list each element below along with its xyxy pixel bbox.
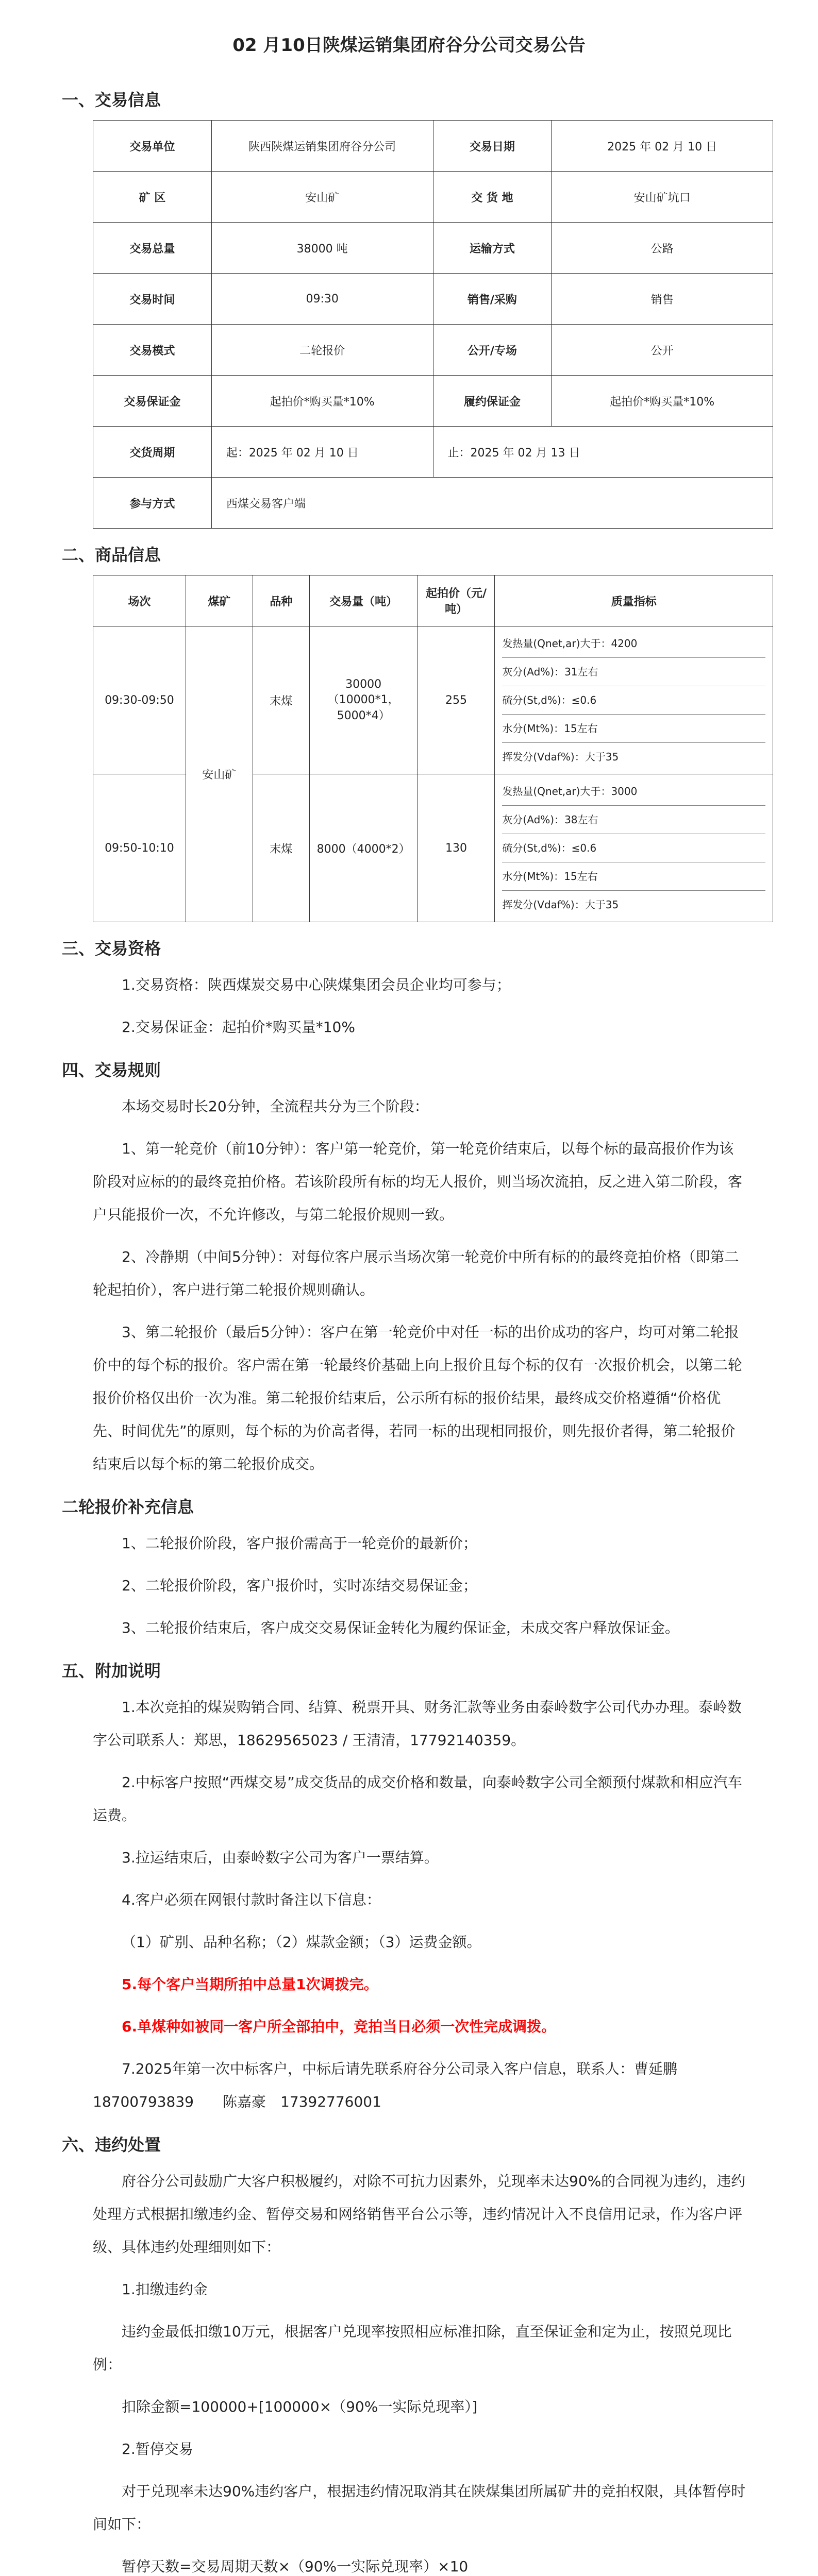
goods-volume: 8000（4000*2） [309,774,418,922]
sale-type-label: 销售/采购 [433,274,552,325]
paragraph: 3、二轮报价结束后，客户成交交易保证金转化为履约保证金，未成交客户释放保证金。 [122,1619,679,1636]
goods-table [93,575,773,922]
trade-date-label: 交易日期 [433,121,552,172]
goods-header-session: 场次 [93,575,186,626]
paragraph: 4.客户必须在网银付款时备注以下信息： [122,1891,381,1908]
paragraph: 7.2025年第一次中标客户，中标后请先联系府谷分公司录入客户信息，联系人：曹延鹏 18700793839 陈嘉豪 17392776001 [93,2060,706,2110]
quality-item: 发热量(Qnet,ar)大于：3000 [502,777,765,806]
second-round-text [93,1527,746,1645]
transport-label: 运输方式 [433,223,552,274]
goods-session: 09:50-10:10 [93,774,186,922]
section-breach: 六、违约处置 [62,2135,161,2155]
goods-kind: 末煤 [253,774,309,922]
section-second-round: 二轮报价补充信息 [62,1497,194,1517]
paragraph: 3、第二轮报价（最后5分钟）：客户在第一轮竞价中对任一标的出价成功的客户，均可对第二轮报价中的每个标的报价。客户需在第一轮最终价基础上向上报价且每个标的仅有一次报价机会，以第二轮报价价格仅出价一次为准。第二轮报价结束后，公示所有标的报价结果，最终成交价格遵循“价格优先、时间优先”的原则，每个标的为价高者得，若同一标的出现相同报价，则先报价者得，第二轮报价结束后以每个标的第二轮报价成交。 [93,1324,743,1472]
paragraph: 1、第一轮竞价（前10分钟）：客户第一轮竞价，第一轮竞价结束后，以每个标的最高报价作为该阶段对应标的的最终竞拍价格。若该阶段所有标的均无人报价，则当场次流拍，反之进入第二阶段，客户只能报价一次，不允许修改，与第二轮报价规则一致。 [93,1140,743,1223]
trade-time-label: 交易时间 [93,274,212,325]
quality-item: 挥发分(Vdaf%)：大于35 [502,751,619,763]
paragraph: 2.交易保证金：起拍价*购买量*10% [122,1019,355,1036]
delivery-place-label: 交 货 地 [433,172,552,223]
mine-value: 安山矿 [211,172,433,223]
paragraph: （1）矿别、品种名称；（2）煤款金额；（3）运费金额。 [122,1934,481,1951]
paragraph: 1、二轮报价阶段，客户报价需高于一轮竞价的最新价； [122,1535,477,1552]
delivery-place-value: 安山矿坑口 [552,172,773,223]
total-volume-value: 38000 吨 [211,223,433,274]
goods-row [93,626,773,774]
highlight-paragraph: 5.每个客户当期所拍中总量1次调拨完。 [122,1976,378,1993]
quality-item: 发热量(Qnet,ar)大于：4200 [502,630,765,658]
sub-heading: 2.暂停交易 [122,2441,193,2458]
goods-price: 130 [418,774,495,922]
perf-deposit-value: 起拍价*购买量*10% [552,376,773,427]
trade-date-value: 2025 年 02 月 10 日 [552,121,773,172]
join-method-label: 参与方式 [93,478,212,529]
goods-price: 255 [418,626,495,774]
goods-mine: 安山矿 [186,626,253,922]
section-goods-info: 二、商品信息 [62,545,161,565]
paragraph: 府谷分公司鼓励广大客户积极履约，对除不可抗力因素外，兑现率未达90%的合同视为违约，违约处理方式根据扣缴违约金、暂停交易和网络销售平台公示等，违约情况计入不良信用记录，作为客户评级、具体违约处理细则如下： [93,2173,746,2256]
delivery-period-end: 止：2025 年 02 月 13 日 [433,427,773,478]
mine-label: 矿 区 [93,172,212,223]
goods-kind: 末煤 [253,626,309,774]
highlight-paragraph: 6.单煤种如被同一客户所全部拍中，竞拍当日必须一次性完成调拨。 [122,2018,556,2035]
goods-header-kind: 品种 [253,575,309,626]
delivery-period-start: 起：2025 年 02 月 10 日 [211,427,433,478]
goods-header-quality: 质量指标 [495,575,773,626]
paragraph: 对于兑现率未达90%违约客户，根据违约情况取消其在陕煤集团所属矿井的竞拍权限，具体暂停时间如下： [93,2483,746,2533]
open-type-value: 公开 [552,325,773,376]
paragraph: 2.中标客户按照“西煤交易”成交货品的成交价格和数量，向泰岭数字公司全额预付煤款和相应汽车运费。 [93,1774,742,1824]
quality-item: 水分(Mt%)：15左右 [502,862,765,891]
goods-session: 09:30-09:50 [93,626,186,774]
total-volume-label: 交易总量 [93,223,212,274]
formula: 扣除金额=100000+[100000×（90%一实际兑现率）] [122,2398,478,2415]
section-trade-info: 一、交易信息 [62,90,161,110]
page-title: 02 月10日陕煤运销集团府谷分公司交易公告 [232,35,586,56]
paragraph: 2、二轮报价阶段，客户报价时，实时冻结交易保证金； [122,1577,477,1594]
goods-header-volume: 交易量（吨） [309,575,418,626]
paragraph: 1.本次竞拍的煤炭购销合同、结算、税票开具、财务汇款等业务由泰岭数字公司代办办理。泰岭数字公司联系人：郑思，18629565023 / 王清清，17792140359。 [93,1699,742,1749]
section-rules: 四、交易规则 [62,1060,161,1080]
open-type-label: 公开/专场 [433,325,552,376]
paragraph: 违约金最低扣缴10万元，根据客户兑现率按照相应标准扣除，直至保证金和定为止，按照兑现比例： [93,2323,732,2373]
join-method-value: 西煤交易客户端 [211,478,773,529]
sale-type-value: 销售 [552,274,773,325]
paragraph: 本场交易时长20分钟，全流程共分为三个阶段： [122,1098,429,1115]
trade-time-value: 09:30 [211,274,433,325]
quality-item: 硫分(St,d%)：≤0.6 [502,686,765,715]
trade-info-table [93,120,773,529]
quality-item: 水分(Mt%)：15左右 [502,715,765,743]
trade-unit-label: 交易单位 [93,121,212,172]
quality-item: 硫分(St,d%)：≤0.6 [502,834,765,862]
trade-deposit-label: 交易保证金 [93,376,212,427]
transport-value: 公路 [552,223,773,274]
trade-mode-value: 二轮报价 [211,325,433,376]
section-qualification: 三、交易资格 [62,939,161,958]
paragraph: 2、冷静期（中间5分钟）：对每位客户展示当场次第一轮竞价中所有标的的最终竞拍价格（即第二轮起拍价），客户进行第二轮报价规则确认。 [93,1248,739,1298]
rules-text [93,1090,746,1481]
quality-item: 挥发分(Vdaf%)：大于35 [502,899,619,911]
section-notes: 五、附加说明 [62,1661,161,1681]
paragraph: 3.拉运结束后，由泰岭数字公司为客户一票结算。 [122,1849,439,1866]
notes-text [93,1691,746,2119]
paragraph: 1.交易资格：陕西煤炭交易中心陕煤集团会员企业均可参与； [122,976,511,993]
breach-text [93,2165,746,2576]
goods-quality [495,774,773,922]
trade-deposit-value: 起拍价*购买量*10% [211,376,433,427]
trade-mode-label: 交易模式 [93,325,212,376]
goods-header-mine: 煤矿 [186,575,253,626]
goods-quality [495,626,773,774]
sub-heading: 1.扣缴违约金 [122,2281,208,2298]
formula: 暂停天数=交易周期天数×（90%一实际兑现率）×10 [122,2558,469,2575]
quality-item: 灰分(Ad%)：31左右 [502,658,765,686]
trade-unit-value: 陕西陕煤运销集团府谷分公司 [211,121,433,172]
perf-deposit-label: 履约保证金 [433,376,552,427]
delivery-period-label: 交货周期 [93,427,212,478]
goods-volume: 30000（10000*1，5000*4） [309,626,418,774]
qualification-text [93,969,746,1044]
quality-item: 灰分(Ad%)：38左右 [502,806,765,834]
goods-header-price: 起拍价（元/吨） [418,575,495,626]
